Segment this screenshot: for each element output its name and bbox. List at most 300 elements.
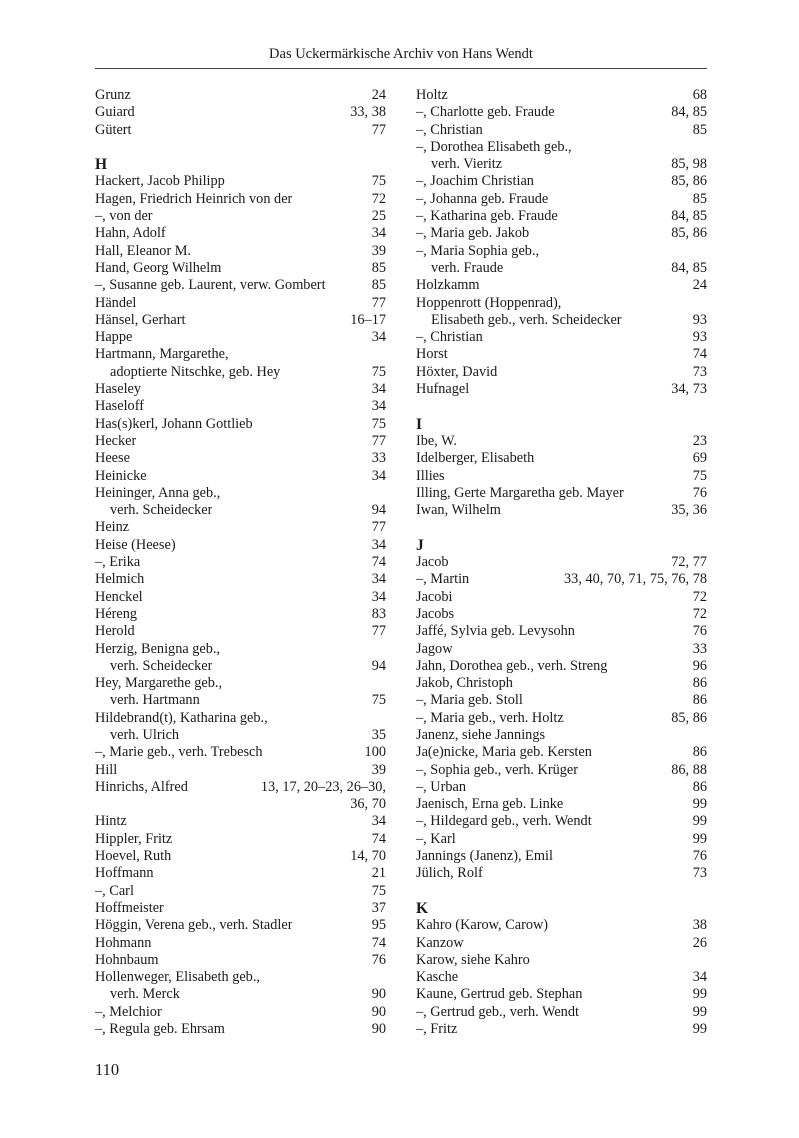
index-entry: [416, 139, 707, 156]
entry-pages: 99: [692, 813, 707, 830]
entry-name: –, Johanna geb. Fraude: [416, 190, 549, 207]
index-entry: [416, 692, 707, 709]
entry-pages: 86: [692, 692, 707, 709]
entry-pages: 93: [692, 311, 707, 328]
entry-pages: 99: [692, 830, 707, 847]
entry-pages: 77: [371, 519, 386, 536]
index-entry: [95, 641, 386, 658]
entry-pages: 35: [371, 726, 386, 743]
entry-pages: 85: [692, 190, 707, 207]
index-entry: [416, 1021, 707, 1038]
entry-name: adoptierte Nitschke, geb. Hey: [110, 363, 281, 380]
entry-name: Heise (Heese): [95, 536, 176, 553]
entry-pages: 85: [371, 259, 386, 276]
index-entry: [95, 796, 386, 813]
index-entry: [416, 277, 707, 294]
index-entry: [95, 312, 386, 329]
entry-name: Holzkamm: [416, 277, 480, 294]
index-entry: [95, 831, 386, 848]
entry-name: Jaenisch, Erna geb. Linke: [416, 796, 564, 813]
entry-name: –, Sophia geb., verh. Krüger: [416, 761, 578, 778]
entry-name: Henckel: [95, 588, 143, 605]
index-entry: [416, 433, 707, 450]
entry-name: –, Christian: [416, 329, 483, 346]
entry-pages: 72: [692, 588, 707, 605]
entry-name: Jannings (Janenz), Emil: [416, 848, 553, 865]
entry-pages: 99: [692, 1003, 707, 1020]
entry-name: Jacobi: [416, 588, 453, 605]
entry-pages: 39: [371, 242, 386, 259]
entry-name: Janenz, siehe Jannings: [416, 726, 546, 743]
entry-name: Kaune, Gertrud geb. Stephan: [416, 986, 583, 1003]
index-entry: [416, 658, 707, 675]
entry-name: –, Hildegard geb., verh. Wendt: [416, 813, 592, 830]
index-entry: [416, 865, 707, 882]
index-entry: [95, 398, 386, 415]
entry-name: Horst: [416, 346, 448, 363]
entry-pages: 86: [692, 675, 707, 692]
index-column-left: [95, 87, 386, 1038]
entry-pages: 76: [692, 484, 707, 501]
entry-name: Illing, Gerte Margaretha geb. Mayer: [416, 484, 624, 501]
entry-name: Kanzow: [416, 934, 464, 951]
entry-name: –, von der: [95, 208, 153, 225]
entry-name: –, Maria geb. Jakob: [416, 225, 530, 242]
entry-pages: 90: [371, 986, 386, 1003]
index-entry: [416, 104, 707, 121]
entry-pages: 26: [692, 934, 707, 951]
entry-pages: 34, 73: [671, 381, 707, 398]
entry-pages: 74: [371, 554, 386, 571]
entry-pages: 85: [692, 121, 707, 138]
index-entry: [95, 104, 386, 121]
entry-name: –, Melchior: [95, 1003, 162, 1020]
index-entry: [416, 243, 707, 260]
index-entry: [416, 554, 707, 571]
entry-name: –, Joachim Christian: [416, 173, 534, 190]
index-entry: [95, 883, 386, 900]
index-entry: [416, 364, 707, 381]
entry-name: Hintz: [95, 813, 127, 830]
entry-pages: 34: [371, 398, 386, 415]
entry-pages: 24: [371, 87, 386, 103]
entry-name: Hildebrand(t), Katharina geb.,: [95, 709, 268, 726]
entry-pages: 90: [371, 1003, 386, 1020]
index-entry: [95, 675, 386, 692]
entry-pages: 99: [692, 1021, 707, 1038]
entry-pages: 86: [692, 744, 707, 761]
index-entry: [95, 450, 386, 467]
entry-pages: 37: [371, 899, 386, 916]
entry-name: Jacob: [416, 554, 449, 571]
index-entry: [416, 796, 707, 813]
entry-name: Ibe, W.: [416, 432, 457, 449]
index-entry: [95, 935, 386, 952]
header-rule: [95, 68, 707, 69]
entry-pages: 84, 85: [671, 208, 707, 225]
entry-pages: 94: [371, 502, 386, 519]
index-entry: [95, 122, 386, 139]
entry-pages: 34: [371, 588, 386, 605]
index-entry: [95, 900, 386, 917]
entry-pages: 21: [371, 865, 386, 882]
index-entry: [95, 346, 386, 363]
entry-pages: 73: [692, 363, 707, 380]
entry-pages: 76: [371, 951, 386, 968]
index-entry: [95, 225, 386, 242]
entry-pages: 75: [371, 363, 386, 380]
entry-name: –, Maria Sophia geb.,: [416, 242, 540, 259]
entry-name: Hänsel, Gerhart: [95, 311, 186, 328]
entry-pages: 33: [692, 640, 707, 657]
entry-pages: 33: [371, 450, 386, 467]
entry-name: Hill: [95, 761, 118, 778]
entry-pages: 34: [371, 225, 386, 242]
entry-name: –, Maria geb. Stoll: [416, 692, 523, 709]
entry-name: –, Erika: [95, 554, 141, 571]
entry-pages: 84, 85: [671, 104, 707, 121]
index-column-right: [416, 87, 707, 1038]
index-entry: [416, 710, 707, 727]
entry-name: Gütert: [95, 121, 132, 138]
index-entry: [416, 744, 707, 761]
entry-name: Hohnbaum: [95, 951, 159, 968]
entry-pages: 75: [371, 415, 386, 432]
index-entry: [416, 623, 707, 640]
entry-pages: 34: [692, 969, 707, 986]
index-entry: [95, 589, 386, 606]
entry-pages: 74: [371, 934, 386, 951]
index-entry: [95, 243, 386, 260]
index-entry: [416, 87, 707, 104]
index-entry: [95, 554, 386, 571]
entry-name: Heinicke: [95, 467, 147, 484]
entry-name: –, Carl: [95, 882, 134, 899]
entry-pages: 75: [371, 692, 386, 709]
index-entry: [416, 917, 707, 934]
index-entry: [95, 381, 386, 398]
index-entry: [95, 762, 386, 779]
entry-pages: 34: [371, 536, 386, 553]
entry-name: Holtz: [416, 87, 448, 103]
index-entry: [416, 1004, 707, 1021]
entry-name: –, Martin: [416, 571, 470, 588]
entry-name: verh. Vieritz: [431, 156, 503, 173]
entry-pages: 38: [692, 917, 707, 934]
letter-heading: J: [416, 536, 424, 554]
entry-name: –, Susanne geb. Laurent, verw. Gombert: [95, 277, 326, 294]
index-entry: [95, 571, 386, 588]
entry-name: Herzig, Benigna geb.,: [95, 640, 221, 657]
index-entry: [416, 260, 707, 277]
entry-pages: 73: [692, 865, 707, 882]
index-entry: [95, 191, 386, 208]
entry-name: Kahro (Karow, Carow): [416, 917, 549, 934]
index-entry: [416, 346, 707, 363]
entry-pages: 77: [371, 623, 386, 640]
index-entry: [95, 537, 386, 554]
index-entry: [416, 295, 707, 312]
entry-pages: 74: [371, 830, 386, 847]
letter-heading: H: [95, 156, 108, 174]
entry-name: –, Charlotte geb. Fraude: [416, 104, 555, 121]
index-entry: [416, 606, 707, 623]
entry-pages: 99: [692, 796, 707, 813]
entry-name: Heese: [95, 450, 130, 467]
entry-name: Herold: [95, 623, 135, 640]
entry-pages: 96: [692, 657, 707, 674]
entry-pages: 85, 86: [671, 225, 707, 242]
entry-pages: 34: [371, 381, 386, 398]
entry-name: Hoppenrott (Hoppenrad),: [416, 294, 562, 311]
index-entry: [416, 502, 707, 519]
entry-name: Haseley: [95, 381, 142, 398]
index-entry: [95, 468, 386, 485]
entry-name: –, Urban: [416, 778, 467, 795]
entry-name: –, Gertrud geb., verh. Wendt: [416, 1003, 579, 1020]
index-entry: [416, 173, 707, 190]
page-number: 110: [95, 1060, 120, 1079]
index-entry: [416, 848, 707, 865]
index-entry: [416, 762, 707, 779]
entry-pages: 24: [692, 277, 707, 294]
index-entry: [95, 779, 386, 796]
entry-name: Jacobs: [416, 605, 455, 622]
entry-pages: 94: [371, 657, 386, 674]
index-entry: [416, 779, 707, 796]
entry-name: Hall, Eleanor M.: [95, 242, 192, 259]
entry-pages: 34: [371, 329, 386, 346]
entry-name: verh. Scheidecker: [110, 657, 213, 674]
index-entry: [95, 173, 386, 190]
index-entry: [95, 606, 386, 623]
index-entry: [95, 485, 386, 502]
entry-name: Hartmann, Margarethe,: [95, 346, 229, 363]
entry-pages: 23: [692, 432, 707, 449]
index-entry: [95, 692, 386, 709]
entry-pages: 16–17: [350, 311, 386, 328]
entry-pages: 69: [692, 450, 707, 467]
entry-pages: 39: [371, 761, 386, 778]
entry-name: Hahn, Adolf: [95, 225, 166, 242]
entry-pages: 34: [371, 813, 386, 830]
entry-name: Grunz: [95, 87, 131, 103]
index-entry: [95, 986, 386, 1003]
entry-name: Hippler, Fritz: [95, 830, 173, 847]
index-entry: [95, 969, 386, 986]
entry-pages: 77: [371, 121, 386, 138]
letter-heading: K: [416, 899, 429, 917]
entry-name: Heininger, Anna geb.,: [95, 484, 221, 501]
index-entry: [95, 260, 386, 277]
index-entry: [95, 813, 386, 830]
entry-pages: 36, 70: [350, 796, 386, 813]
index-entry: [95, 329, 386, 346]
index-entry: [95, 519, 386, 536]
index-entry: [416, 986, 707, 1003]
index-entry: [95, 1021, 386, 1038]
entry-pages: 68: [692, 87, 707, 103]
entry-name: verh. Hartmann: [110, 692, 200, 709]
index-entry: [416, 468, 707, 485]
index-entry: [95, 658, 386, 675]
index-entry: [416, 589, 707, 606]
entry-name: Höggin, Verena geb., verh. Stadler: [95, 917, 293, 934]
index-entry: [95, 87, 386, 104]
entry-name: Jakob, Christoph: [416, 675, 513, 692]
entry-name: –, Katharina geb. Fraude: [416, 208, 558, 225]
index-entry: [416, 969, 707, 986]
entry-name: Hecker: [95, 432, 137, 449]
index-entry: [95, 208, 386, 225]
entry-name: Illies: [416, 467, 445, 484]
entry-pages: 72: [692, 605, 707, 622]
entry-name: Hey, Margarethe geb.,: [95, 675, 223, 692]
entry-pages: 100: [364, 744, 386, 761]
entry-name: Kasche: [416, 969, 459, 986]
index-entry: [416, 813, 707, 830]
index-entry: [416, 225, 707, 242]
entry-name: Hagen, Friedrich Heinrich von der: [95, 190, 293, 207]
entry-pages: 74: [692, 346, 707, 363]
entry-pages: 86, 88: [671, 761, 707, 778]
index-entry: [416, 450, 707, 467]
entry-name: –, Regula geb. Ehrsam: [95, 1021, 225, 1038]
entry-pages: 72: [371, 190, 386, 207]
entry-pages: 75: [371, 173, 386, 190]
entry-name: Helmich: [95, 571, 145, 588]
index-entry: [95, 433, 386, 450]
entry-name: Hinrichs, Alfred: [95, 778, 188, 795]
index-entry: [95, 744, 386, 761]
entry-name: –, Christian: [416, 121, 483, 138]
index-entry: [416, 381, 707, 398]
entry-name: Guiard: [95, 104, 135, 121]
index-entry: [416, 675, 707, 692]
index-entry: [416, 935, 707, 952]
running-head: Das Uckermärkische Archiv von Hans Wendt: [269, 46, 533, 62]
index-entry: [416, 329, 707, 346]
index-entry: [416, 208, 707, 225]
entry-name: Hollenweger, Elisabeth geb.,: [95, 969, 260, 986]
entry-pages: 85, 86: [671, 709, 707, 726]
entry-name: verh. Merck: [110, 986, 180, 1003]
index-entry: [95, 623, 386, 640]
entry-pages: 34: [371, 467, 386, 484]
entry-name: Hand, Georg Wilhelm: [95, 259, 222, 276]
entry-name: Ja(e)nicke, Maria geb. Kersten: [416, 744, 592, 761]
entry-name: –, Dorothea Elisabeth geb.,: [416, 138, 572, 155]
entry-pages: 90: [371, 1021, 386, 1038]
index-entry: [416, 122, 707, 139]
entry-name: Elisabeth geb., verh. Scheidecker: [431, 311, 622, 328]
index-entry: [416, 641, 707, 658]
entry-name: –, Fritz: [416, 1021, 458, 1038]
index-entry: [416, 312, 707, 329]
entry-name: verh. Scheidecker: [110, 502, 213, 519]
entry-name: –, Marie geb., verh. Trebesch: [95, 744, 263, 761]
entry-pages: 75: [692, 467, 707, 484]
index-entry: [95, 416, 386, 433]
entry-pages: 14, 70: [350, 848, 386, 865]
index-entry: [95, 727, 386, 744]
entry-name: Hackert, Jacob Philipp: [95, 173, 225, 190]
entry-pages: 72, 77: [671, 554, 707, 571]
entry-pages: 33, 38: [350, 104, 386, 121]
index-entry: [416, 571, 707, 588]
index-entry: [95, 364, 386, 381]
entry-name: –, Karl: [416, 830, 456, 847]
entry-pages: 95: [371, 917, 386, 934]
entry-pages: 25: [371, 208, 386, 225]
entry-pages: 77: [371, 432, 386, 449]
index-entry: [416, 727, 707, 744]
index-entry: [95, 295, 386, 312]
entry-pages: 84, 85: [671, 259, 707, 276]
entry-name: Iwan, Wilhelm: [416, 502, 501, 519]
index-entry: [416, 952, 707, 969]
entry-pages: 13, 17, 20–23, 26–30,: [260, 778, 386, 795]
index-entry: [95, 917, 386, 934]
entry-pages: 75: [371, 882, 386, 899]
index-entry: [416, 191, 707, 208]
entry-name: Hoffmann: [95, 865, 154, 882]
entry-pages: 33, 40, 70, 71, 75, 76, 78: [564, 571, 707, 588]
index-entry: [416, 485, 707, 502]
entry-pages: 99: [692, 986, 707, 1003]
index-entry: [95, 710, 386, 727]
index-entry: [416, 156, 707, 173]
entry-name: Jaffé, Sylvia geb. Levysohn: [416, 623, 575, 640]
entry-name: Höxter, David: [416, 363, 498, 380]
index-entry: [95, 865, 386, 882]
entry-pages: 77: [371, 294, 386, 311]
entry-name: –, Maria geb., verh. Holtz: [416, 709, 564, 726]
entry-pages: 93: [692, 329, 707, 346]
entry-name: Jülich, Rolf: [416, 865, 483, 882]
entry-name: Hohmann: [95, 934, 152, 951]
entry-pages: 85, 98: [671, 156, 707, 173]
index-entry: [95, 1004, 386, 1021]
entry-name: verh. Ulrich: [110, 726, 180, 743]
entry-name: Hufnagel: [416, 381, 470, 398]
entry-pages: 85: [371, 277, 386, 294]
entry-pages: 76: [692, 623, 707, 640]
entry-name: Haseloff: [95, 398, 144, 415]
entry-name: verh. Fraude: [431, 259, 504, 276]
index-entry: [95, 848, 386, 865]
entry-name: Händel: [95, 294, 137, 311]
index-entry: [95, 502, 386, 519]
index-entry: [416, 831, 707, 848]
index-entry: [95, 277, 386, 294]
letter-heading: I: [416, 415, 423, 433]
entry-name: Heinz: [95, 519, 130, 536]
entry-name: Hoffmeister: [95, 899, 164, 916]
entry-pages: 34: [371, 571, 386, 588]
entry-pages: 86: [692, 778, 707, 795]
entry-name: Héreng: [95, 605, 138, 622]
entry-name: Hoevel, Ruth: [95, 848, 172, 865]
entry-pages: 35, 36: [671, 502, 707, 519]
entry-name: Karow, siehe Kahro: [416, 951, 530, 968]
index-entry: [95, 952, 386, 969]
entry-pages: 85, 86: [671, 173, 707, 190]
entry-pages: 76: [692, 848, 707, 865]
entry-name: Jagow: [416, 640, 453, 657]
entry-pages: 83: [371, 605, 386, 622]
entry-name: Jahn, Dorothea geb., verh. Streng: [416, 657, 608, 674]
